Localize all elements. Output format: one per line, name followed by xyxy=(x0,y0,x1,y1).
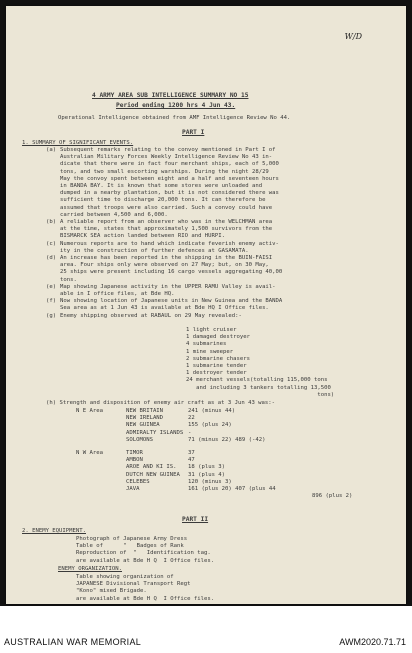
event-line xyxy=(46,190,396,197)
part-two-title: PART II xyxy=(182,516,209,523)
ne-area-table xyxy=(126,408,265,444)
aircraft-row xyxy=(126,408,265,415)
section-heading-organization: ENEMY ORGANIZATION. xyxy=(58,566,122,572)
aircraft-row xyxy=(126,450,276,457)
event-item-text: BISMARCK SEA action landed between RIO and HURPI. xyxy=(60,233,226,240)
event-item-label: (e) xyxy=(46,283,57,290)
event-item-label: (b) xyxy=(46,219,57,226)
event-item-text: area. Four ships only were observed on 27 May; but, on 30 May, xyxy=(60,262,269,269)
event-line xyxy=(46,277,396,284)
event-item-text: in BANDA BAY. It is known that some stores were unloaded and xyxy=(60,183,263,190)
event-item-text: May the convoy spent between eight and a half and seventeen hours xyxy=(60,175,279,182)
footer-accession-number: AWM2020.71.71 xyxy=(339,637,406,647)
text-line: "Kono" mixed Brigade. xyxy=(76,588,147,595)
ne-area-label: N E Area xyxy=(76,408,103,414)
shipping-list xyxy=(186,327,334,399)
event-item-text: sufficient time to discharge 20,000 tons. It can therefore be xyxy=(60,197,266,204)
event-items xyxy=(46,147,396,320)
aircraft-row xyxy=(126,479,276,486)
event-item-text: tons. xyxy=(60,276,77,283)
event-line xyxy=(46,154,396,161)
event-item-label: (a) xyxy=(46,147,57,153)
part-one-title: PART I xyxy=(182,129,205,136)
event-item-label: (c) xyxy=(46,240,57,247)
event-line xyxy=(46,284,396,291)
grand-total: 896 (plus 2) xyxy=(312,493,353,499)
event-line xyxy=(46,197,396,204)
event-line xyxy=(46,298,396,305)
aircraft-place: AMBON xyxy=(126,457,143,464)
aircraft-count: 31 (plus 4) xyxy=(188,471,226,478)
aircraft-place: DUTCH NEW GUINEA xyxy=(126,471,180,478)
shipping-entry: tons) xyxy=(186,391,335,398)
handwritten-tag: W/D xyxy=(344,32,362,41)
event-item-text: ity in the construction of further defences at GASAMATA. xyxy=(60,247,249,254)
event-item-label: (d) xyxy=(46,255,57,262)
event-item-text: dumped in a nearby plantation, but it is not considered there was xyxy=(60,190,279,197)
event-line xyxy=(46,161,396,168)
text-line: JAPANESE Divisional Transport Regt xyxy=(76,581,191,588)
event-item-text: Australian Military Forces Weekly Intelligence Review No 43 in- xyxy=(60,154,273,161)
aircraft-count: 18 (plus 3) xyxy=(188,464,226,471)
aircraft-place: SOLOMONS xyxy=(126,436,153,443)
event-item-text: Sea area as at 1 Jun 43 is available at Bde HQ I Office files. xyxy=(60,305,269,312)
event-item-text: Subsequent remarks relating to the convoy mentioned in Part I of xyxy=(60,147,276,153)
aircraft-place: CELEBES xyxy=(126,478,150,485)
aircraft-count: 47 xyxy=(188,457,195,464)
event-line xyxy=(46,241,396,248)
event-line xyxy=(46,262,396,269)
aircraft-count: 155 (plus 24) xyxy=(188,422,232,429)
section-heading-equipment: 2. ENEMY EQUIPMENT. xyxy=(22,528,86,534)
event-item-text: able in I office files, at Bde HQ. xyxy=(60,291,175,298)
nw-area-label: N W Area xyxy=(76,450,103,456)
event-item-text: A reliable report from an observer who was in the WELCHMAN area xyxy=(60,219,273,226)
item-h-label: (h) xyxy=(46,400,57,406)
aircraft-place: ADMIRALTY ISLANDS xyxy=(126,429,184,436)
aircraft-row xyxy=(126,437,265,444)
aircraft-count: 71 (minus 22) 489 (-42) xyxy=(188,436,266,443)
event-line xyxy=(46,226,396,233)
text-line: are available at Bde H Q I Office files. xyxy=(76,595,215,602)
text-line: Photograph of Japanese Army Dress xyxy=(76,536,188,542)
aircraft-place: NEW GUINEA xyxy=(126,422,160,429)
aircraft-row xyxy=(126,472,276,479)
aircraft-count: 37 xyxy=(188,450,195,456)
text-line: Table of " Badges of Rank xyxy=(76,543,184,550)
aircraft-row xyxy=(126,486,276,493)
event-item-text: assumed that troops were also carried. Such a convoy could have xyxy=(60,204,273,211)
event-line xyxy=(46,183,396,190)
event-line xyxy=(46,313,396,320)
aircraft-row xyxy=(126,422,265,429)
summary-period: Period ending 1200 hrs 4 Jun 43. xyxy=(116,102,236,109)
event-item-label: (g) xyxy=(46,312,57,319)
event-line xyxy=(46,255,396,262)
nw-area-table xyxy=(126,450,276,493)
aircraft-count: 161 (plus 20) 407 (plus 44 xyxy=(188,486,276,493)
event-line xyxy=(46,205,396,212)
shipping-entry: and including 3 tankers totalling 13,500 xyxy=(186,384,331,391)
event-item-text: Enemy shipping observed at RABAUL on 29 May revealed:- xyxy=(60,312,242,319)
organization-lines xyxy=(76,574,214,603)
event-line xyxy=(46,291,396,298)
aircraft-row xyxy=(126,464,276,471)
event-line xyxy=(46,305,396,312)
text-line: Table showing organization of xyxy=(76,574,174,580)
event-item-label: (f) xyxy=(46,298,57,305)
aircraft-count: 120 (minus 3) xyxy=(188,478,232,485)
aircraft-place: AROE AND KI IS. xyxy=(126,464,177,471)
shipping-entry: 1 light cruiser xyxy=(186,327,237,333)
summary-title: 4 ARMY AREA SUB INTELLIGENCE SUMMARY NO 15 xyxy=(92,92,249,99)
shipping-entry: 2 submarine chasers xyxy=(186,355,250,362)
event-item-text: Numerous reports are to hand which indicate feverish enemy activ- xyxy=(60,240,279,247)
aircraft-place: NEW BRITAIN xyxy=(126,408,164,414)
aircraft-count: - xyxy=(188,429,192,436)
event-line xyxy=(46,219,396,226)
shipping-entry: 1 damaged destroyer xyxy=(186,334,250,341)
item-h-text: Strength and disposition of enemy air craft as at 3 Jun 43 was:- xyxy=(59,400,276,406)
event-line xyxy=(46,147,396,154)
event-item-text: tons, and two small escorting warships. During the night 28/29 xyxy=(60,168,269,175)
summary-source: Operational Intelligence obtained from AMF Intelligence Review No 44. xyxy=(58,115,291,121)
event-line xyxy=(46,176,396,183)
aircraft-section xyxy=(46,400,396,407)
section-heading-events: 1. SUMMARY OF SIGNIFICANT EVENTS. xyxy=(22,140,134,146)
event-item-text: carried between 4,500 and 6,000. xyxy=(60,211,168,218)
text-line: are available at Bde H Q I Office files. xyxy=(76,557,215,564)
event-item-text: An increase has been reported in the shipping in the BUIN-FAISI xyxy=(60,255,273,262)
event-item-text: Map showing Japanese activity in the UPPER RAMU Valley is avail- xyxy=(60,283,276,290)
shipping-entry: 4 submarines xyxy=(186,341,227,348)
event-line xyxy=(46,248,396,255)
event-line xyxy=(46,269,396,276)
event-item-text: dicate that there were in fact four merchant ships, each of 5,000 xyxy=(60,161,279,168)
shipping-entry: 1 submarine tender xyxy=(186,363,247,370)
event-item-text: Now showing location of Japanese units in New Guinea and the BANDA xyxy=(60,298,283,305)
equipment-lines xyxy=(76,536,214,565)
aircraft-place: JAVA xyxy=(126,486,140,493)
aircraft-row xyxy=(126,430,265,437)
aircraft-row xyxy=(126,457,276,464)
text-line: Reproduction of " Identification tag. xyxy=(76,550,211,557)
aircraft-place: TIMOR xyxy=(126,450,143,456)
event-item-text: 25 ships were present including 16 cargo vessels aggregating 40,00 xyxy=(60,269,283,276)
event-line xyxy=(46,233,396,240)
footer-institution: AUSTRALIAN WAR MEMORIAL xyxy=(4,637,142,647)
archive-footer xyxy=(0,606,412,653)
shipping-entry: 1 mine sweeper xyxy=(186,348,234,355)
aircraft-count: 241 (minus 44) xyxy=(188,408,236,414)
event-line xyxy=(46,169,396,176)
shipping-entry: 1 destroyer tender xyxy=(186,370,247,377)
aircraft-place: NEW IRELAND xyxy=(126,415,164,422)
aircraft-count: 22 xyxy=(188,415,195,422)
aircraft-row xyxy=(126,415,265,422)
event-item-text: at the time, states that approximately 1,500 survivors from the xyxy=(60,226,273,233)
event-line xyxy=(46,212,396,219)
document-page xyxy=(6,6,406,604)
shipping-entry: 24 merchant vessels(totalling 115,000 tons xyxy=(186,377,328,384)
